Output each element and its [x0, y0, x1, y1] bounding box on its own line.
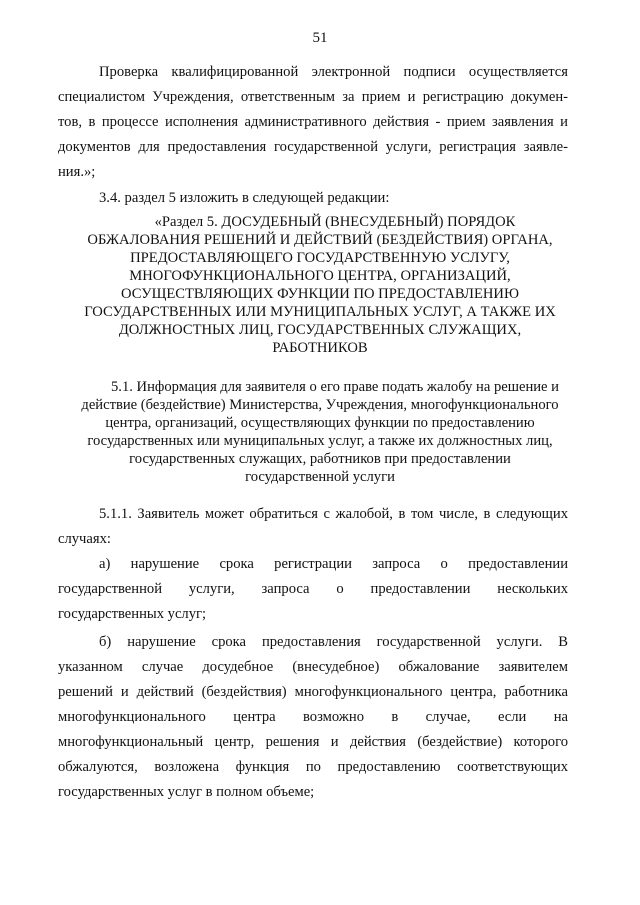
text-line: 3.4. раздел 5 изложить в следующей редакции: — [99, 190, 390, 206]
text-line: указанном случае досудебное (внесудебное) обжалование заявителем — [58, 659, 568, 675]
subsection-title — [60, 378, 580, 486]
title-line: ГОСУДАРСТВЕННЫХ ИЛИ МУНИЦИПАЛЬНЫХ УСЛУГ, А ТАКЖЕ ИХ — [84, 304, 556, 320]
text-line: многофункционального центра возможно в случае, если на — [58, 709, 568, 725]
page-number: 51 — [312, 30, 328, 46]
text-line: обжалуются, возложена функция по предоставлению соответствующих — [58, 759, 568, 775]
title-line: РАБОТНИКОВ — [272, 340, 368, 356]
title-line: ПРЕДОСТАВЛЯЮЩЕГО ГОСУДАРСТВЕННУЮ УСЛУГУ, — [130, 250, 510, 266]
text-line: случаях: — [58, 531, 111, 547]
title-line: действие (бездействие) Министерства, Учреждения, многофункционального — [81, 397, 559, 413]
text-line: 5.1.1. Заявитель может обратиться с жалобой, в том числе, в следующих — [99, 506, 568, 522]
item-b — [58, 630, 568, 805]
paragraph-5-1-1 — [58, 502, 568, 552]
title-line: государственной услуги — [245, 469, 395, 485]
text-line: многофункциональный центр, решения и действия (бездействие) которого — [58, 734, 568, 750]
text-line: специалистом Учреждения, ответственным за прием и регистрацию докумен- — [58, 89, 568, 105]
item-a — [58, 552, 568, 627]
text-line: ния.»; — [58, 164, 96, 180]
section-title — [60, 213, 580, 357]
title-line: МНОГОФУНКЦИОНАЛЬНОГО ЦЕНТРА, ОРГАНИЗАЦИЙ, — [129, 268, 511, 284]
title-line: «Раздел 5. ДОСУДЕБНЫЙ (ВНЕСУДЕБНЫЙ) ПОРЯДОК — [154, 214, 516, 230]
text-line: решений и действий (бездействия) многофункционального центра, работника — [58, 684, 568, 700]
title-line: центра, организаций, осуществляющих функции по предоставлению — [105, 415, 535, 431]
text-line: а) нарушение срока регистрации запроса о предоставлении — [99, 556, 568, 572]
text-line: государственных услуг; — [58, 606, 207, 622]
title-line: 5.1. Информация для заявителя о его праве подать жалобу на решение и — [111, 379, 559, 395]
title-line: ОСУЩЕСТВЛЯЮЩИХ ФУНКЦИИ ПО ПРЕДОСТАВЛЕНИЮ — [121, 286, 519, 302]
title-line: государственных служащих, работников при предоставлении — [129, 451, 511, 467]
text-line: документов для предоставления государственной услуги, регистрация заявле- — [58, 139, 568, 155]
text-line: государственной услуги, запроса о предоставлении нескольких — [58, 581, 568, 597]
text-line: тов, в процессе исполнения административного действия - прием заявления и — [58, 114, 568, 130]
text-line: б) нарушение срока предоставления государственной услуги. В — [99, 634, 568, 650]
text-line: Проверка квалифицированной электронной подписи осуществляется — [99, 64, 568, 80]
instruction-line — [58, 186, 568, 211]
text-line: государственных услуг в полном объеме; — [58, 784, 315, 800]
paragraph-signature-check — [58, 60, 568, 185]
title-line: ОБЖАЛОВАНИЯ РЕШЕНИЙ И ДЕЙСТВИЙ (БЕЗДЕЙСТВИЯ) ОРГАНА, — [87, 232, 553, 248]
title-line: ДОЛЖНОСТНЫХ ЛИЦ, ГОСУДАРСТВЕННЫХ СЛУЖАЩИХ, — [118, 322, 522, 338]
title-line: государственных или муниципальных услуг, а также их должностных лиц, — [87, 433, 553, 449]
